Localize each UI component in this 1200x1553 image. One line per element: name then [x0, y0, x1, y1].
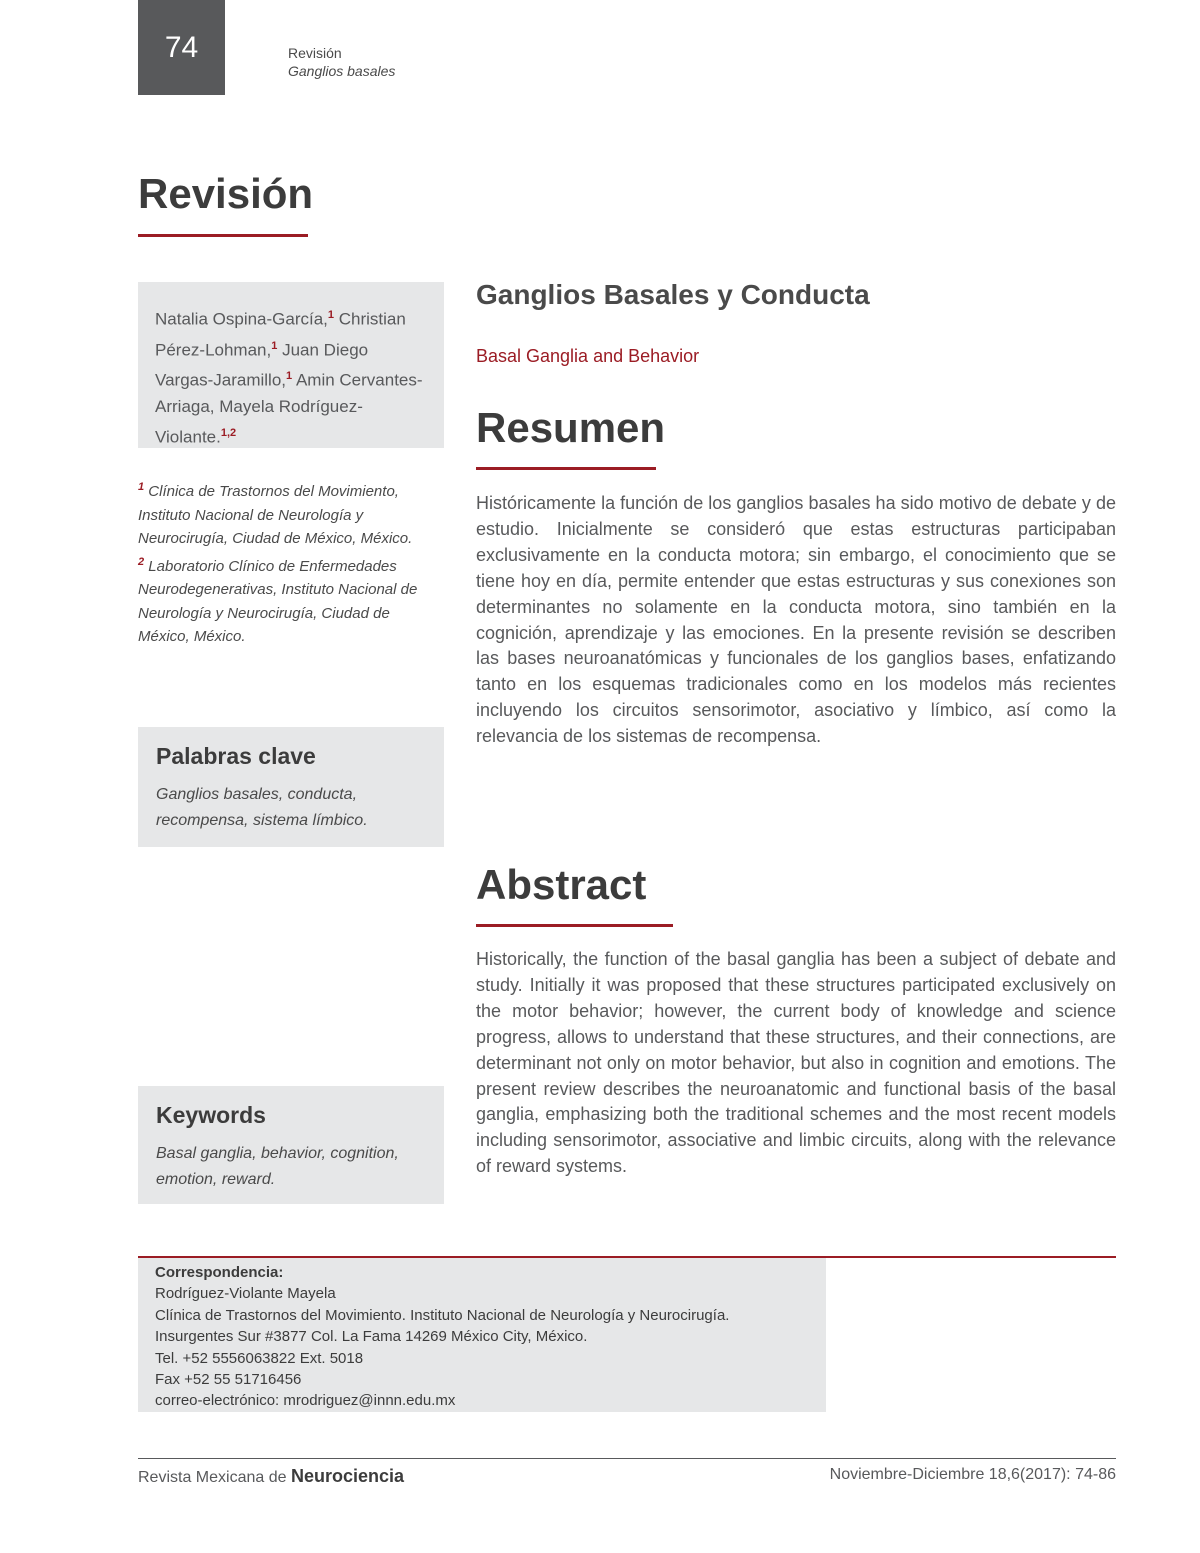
resumen-rule	[476, 467, 656, 470]
keywords-en-text: Basal ganglia, behavior, cognition, emotion, reward.	[156, 1145, 399, 1188]
section-title-rule	[138, 234, 308, 237]
affil-2: Laboratorio Clínico de Enfermedades Neurodegenerativas, Instituto Nacional de Neurología y Neurocirugía, Ciudad de México, México.	[138, 557, 418, 645]
keywords-es-text: Ganglios basales, conducta, recompensa, sistema límbico.	[156, 786, 368, 829]
footer-issue: Noviembre-Diciembre 18,6(2017): 74-86	[829, 1466, 1116, 1483]
resumen-heading: Resumen	[476, 404, 666, 451]
affil-1-sup: 1	[138, 481, 145, 493]
running-head-subsection: Ganglios basales	[288, 63, 396, 79]
abstract-rule	[476, 924, 673, 927]
resumen-text: Históricamente la función de los ganglios basales ha sido motivo de debate y de estudio. Inicialmente se consideró que estas estructuras participaban exclusivamente en la conducta motora; sin embargo, el conocimiento que se tiene hoy en día, permite entender que estas estructuras y sus conexiones son determinantes no solamente en la conducta motora, sino también en la cognición, aprendizaje y las emociones. En la presente revisión se describen las bases neuroanatómicas y funcionales de los ganglios bases, enfatizando tanto en los esquemas tradicionales como en los modelos más recientes incluyendo los circuitos sensorimotor, asociativo y límbico, así como la relevancia de los sistemas de recompensa.	[476, 493, 1116, 747]
footer-rule	[138, 1458, 1116, 1459]
affiliations	[138, 476, 444, 649]
correspondence-label: Correspondencia:	[155, 1264, 284, 1281]
affil-2-sup: 2	[138, 555, 145, 568]
correspondence-box	[138, 1258, 826, 1412]
article-title: Ganglios Basales y Conducta	[476, 279, 870, 310]
correspondence-email: correo-electrónico: mrodriguez@innn.edu.mx	[155, 1392, 456, 1410]
article-subtitle: Basal Ganglia and Behavior	[476, 346, 700, 366]
author-2-sup: 1	[271, 339, 278, 352]
keywords-en-box	[138, 1086, 444, 1204]
correspondence-tel: Tel. +52 5556063822 Ext. 5018	[155, 1349, 364, 1367]
correspondence-address: Insurgentes Sur #3877 Col. La Fama 14269 México City, México.	[155, 1328, 588, 1346]
author-3: Juan Diego Vargas-Jaramillo,	[155, 340, 369, 390]
affil-1: Clínica de Trastornos del Movimiento, Instituto Nacional de Neurología y Neurocirugía, Ciudad de México, México.	[138, 483, 413, 547]
author-4: Amin Cervantes-Arriaga, Mayela Rodríguez-Violante.	[155, 370, 423, 447]
running-head-section: Revisión	[288, 45, 342, 61]
page-number: 74	[138, 0, 225, 95]
correspondence-institution: Clínica de Trastornos del Movimiento. Instituto Nacional de Neurología y Neurocirugía.	[155, 1306, 730, 1324]
abstract-heading: Abstract	[476, 861, 647, 908]
keywords-es-box	[138, 727, 444, 847]
footer-journal-prefix: Revista Mexicana de	[138, 1469, 291, 1486]
footer-journal-name: Neurociencia	[290, 1466, 405, 1486]
section-title: Revisión	[138, 170, 314, 217]
running-head	[288, 44, 395, 80]
footer-journal	[138, 1466, 404, 1487]
authors-box	[138, 282, 444, 448]
correspondence-name: Rodríguez-Violante Mayela	[155, 1285, 336, 1303]
keywords-en-heading: Keywords	[156, 1102, 266, 1128]
author-4-sup: 1,2	[220, 426, 237, 439]
author-3-sup: 1	[286, 370, 293, 383]
author-1: Natalia Ospina-García,	[155, 309, 328, 329]
keywords-es-heading: Palabras clave	[156, 743, 316, 769]
author-2: Christian Pérez-Lohman,	[155, 309, 406, 360]
author-1-sup: 1	[327, 309, 335, 321]
abstract-text: Historically, the function of the basal ganglia has been a subject of debate and study. Initially it was proposed that these structures participated exclusively on the motor behavior; however, the current body of knowledge and science progress, allows to understand that these structures, and their connections, are determinant not only on motor behavior, but also in cognition and emotions. The present review describes the neuroanatomic and functional basis of the basal ganglia, emphasizing both the traditional schemes and the most recent models including sensorimotor, associative and limbic circuits, along with the relevance of reward systems.	[476, 949, 1116, 1177]
correspondence-fax: Fax +52 55 51716456	[155, 1371, 302, 1389]
